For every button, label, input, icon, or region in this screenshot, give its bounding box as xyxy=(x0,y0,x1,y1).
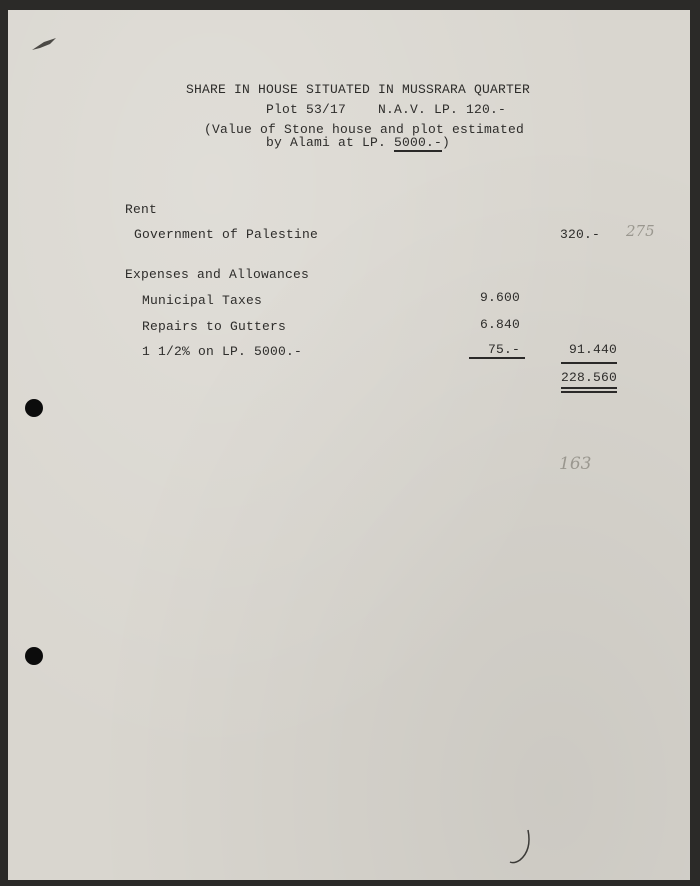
expense-label: Repairs to Gutters xyxy=(142,319,287,334)
value-line-2 xyxy=(266,135,450,150)
plot-line: Plot 53/17 N.A.V. LP. 120.- xyxy=(266,102,507,117)
punch-hole xyxy=(25,647,43,665)
document-page xyxy=(8,10,690,880)
net-total: 228.560 xyxy=(560,370,617,385)
punch-hole xyxy=(25,399,43,417)
total-underline-2 xyxy=(561,391,617,393)
handwritten-margin-note: 163 xyxy=(559,454,592,474)
expenses-subtotal: 91.440 xyxy=(568,342,617,357)
total-underline-1 xyxy=(561,387,617,389)
rent-label: Government of Palestine xyxy=(134,227,319,242)
document-title: SHARE IN HOUSE SITUATED IN MUSSRARA QUARTER xyxy=(186,82,531,97)
expense-label: Municipal Taxes xyxy=(142,293,263,308)
value-amount: 5000.- xyxy=(394,135,443,150)
value-line-1: (Value of Stone house and plot estimated xyxy=(204,122,525,137)
expense-label: 1 1/2% on LP. 5000.- xyxy=(142,344,303,359)
expense-underline xyxy=(469,357,525,359)
ink-mark xyxy=(30,34,60,54)
expenses-heading: Expenses and Allowances xyxy=(125,267,310,282)
pencil-mark xyxy=(506,828,536,868)
handwritten-rent-note: 275 xyxy=(626,222,655,240)
rent-heading: Rent xyxy=(125,202,158,217)
subtotal-underline xyxy=(561,362,617,364)
rent-amount: 320.- xyxy=(559,227,600,242)
expense-amount: 9.600 xyxy=(479,290,520,305)
expense-amount: 6.840 xyxy=(479,317,520,332)
value-line-2-suffix: ) xyxy=(442,135,451,150)
value-line-2-prefix: by Alami at LP. xyxy=(266,135,395,150)
expense-amount: 75.- xyxy=(487,342,520,357)
